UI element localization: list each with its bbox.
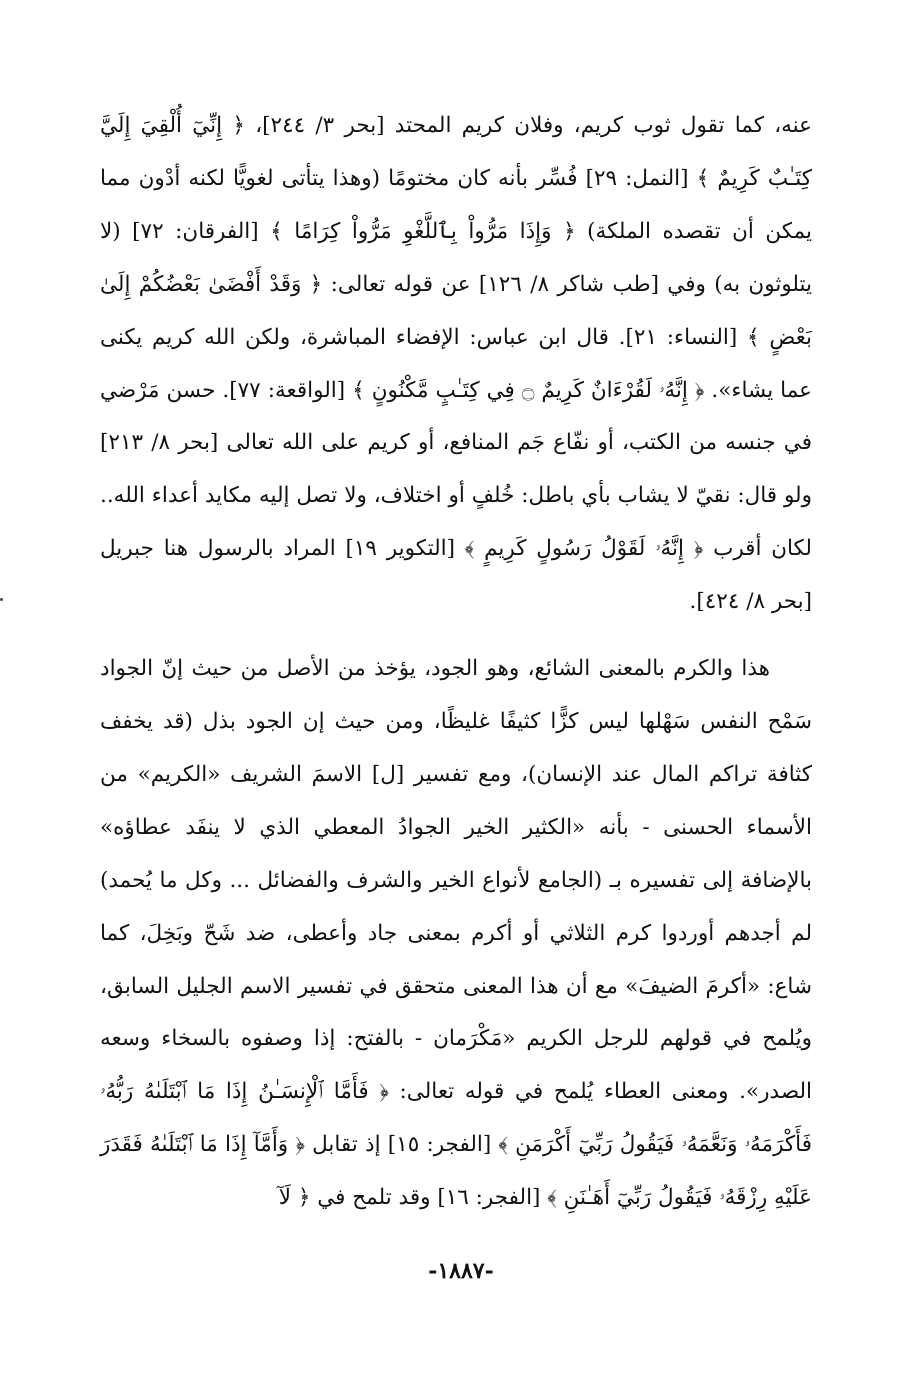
paragraph-1: عنه، كما تقول ثوب كريم، وفلان كريم المحتد [بحر ٣/ ٢٤٤]، ﴿ إِنِّيٓ أُلْقِيَ إِلَيَّ كِتَـٰبٌ كَرِيمٌ ﴾ [النمل: ٢٩] فُسِّر بأنه كان مختومًا (وهذا يتأتى لغويًّا لكنه أدْون مما يمكن أن تقصده الملكة) ﴿ وَإِذَا مَرُّواْ بِٱللَّغْوِ مَرُّواْ كِرَامًا ﴾ [الفرقان: ٧٢] (لا يتلوثون به) وفي [طب شاكر ٨/ ١٢٦] عن قوله تعالى: ﴿ وَقَدْ أَفْضَىٰ بَعْضُكُمْ إِلَىٰ بَعْضٍ ﴾ [النساء: ٢١]. قال ابن عباس: الإفضاء المباشرة، ولكن الله كريم يكنى عما يشاء». ﴿ إِنَّهُۥ لَقُرْءَانٌ كَرِيمٌ ۝ فِي كِتَـٰبٍ مَّكْنُونٍ ﴾ [الواقعة: ٧٧]. حسن مَرْضي في جنسه من الكتب، أو نفّاع جَم المنافع، أو كريم على الله تعالى [بحر ٨/ ٢١٣] ولو قال: نقيّ لا يشاب بأي باطل: خُلفٍ أو اختلاف، ولا تصل إليه مكايد أعداء الله.. لكان أقرب ﴿ إِنَّهُۥ لَقَوْلُ رَسُولٍ كَرِيمٍ ﴾ [التكوير ١٩] المراد بالرسول هنا جبريل [بحر ٨/ ٤٢٤]. [100,113,813,615]
margin-dot [0,598,3,601]
page-number: -١٨٨٧- [428,1258,494,1284]
body-text [100,100,812,1225]
paragraph-2: هذا والكرم بالمعنى الشائع، وهو الجود، يؤخذ من الأصل من حيث إنّ الجواد سَمْح النفس سَهْلها ليس كزًّا كثيفًا غليظًا، ومن حيث إن الجود بذل (قد يخفف كثافة تراكم المال عند الإنسان)، ومع تفسير [ل] الاسمَ الشريف «الكريم» من الأسماء الحسنى - بأنه «الكثير الخير الجوادُ المعطي الذي لا ينفَد عطاؤه» بالإضافة إلى تفسيره بـ (الجامع لأنواع الخير والشرف والفضائل ... وكل ما يُحمد) لم أجدهم أوردوا كرم الثلاثي أو أكرم بمعنى جاد وأعطى، ضد شَحّ وبَخِلَ، كما شاع: «أكرمَ الضيفَ» مع أن هذا المعنى متحقق في تفسير الاسم الجليل السابق، ويُلمح في قولهم للرجل الكريم «مَكْرَمان - بالفتح: إذا وصفوه بالسخاء وسعه الصدر». ومعنى العطاء يُلمح في قوله تعالى: ﴿ فَأَمَّا ٱلْإِنسَـٰنُ إِذَا مَا ٱبْتَلَىٰهُ رَبُّهُۥ فَأَكْرَمَهُۥ وَنَعَّمَهُۥ فَيَقُولُ رَبِّيٓ أَكْرَمَنِ ﴾ [الفجر: ١٥] إذ تقابل ﴿ وَأَمَّآ إِذَا مَا ٱبْتَلَىٰهُ فَقَدَرَ عَلَيْهِ رِزْقَهُۥ فَيَقُولُ رَبِّيٓ أَهَـٰنَنِ ﴾ [الفجر: ١٦] وقد تلمح في ﴿ لَآ [100,656,813,1211]
